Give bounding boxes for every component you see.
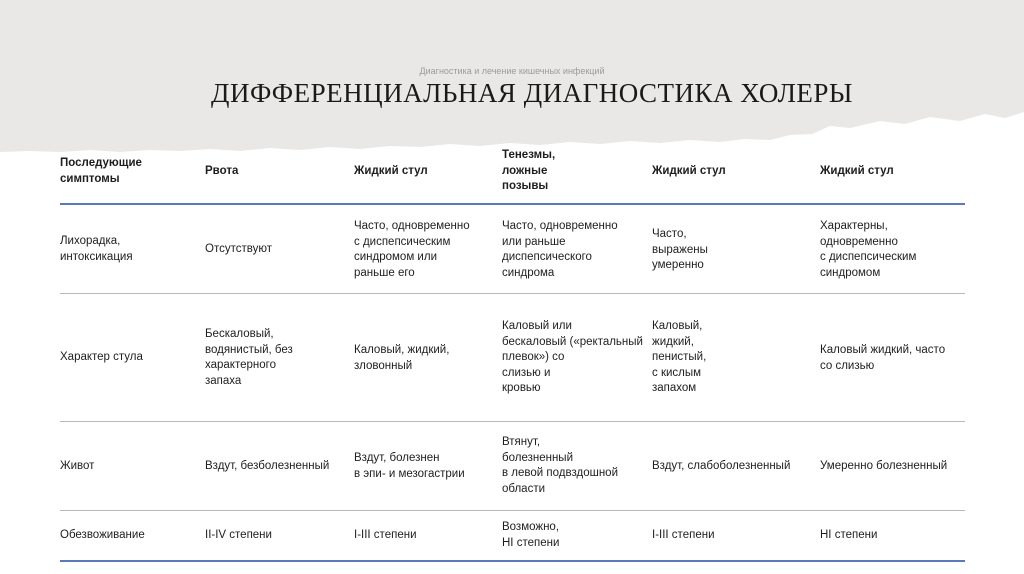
table-cell: Характерны, одновременно с диспепсическим синдромом xyxy=(820,220,917,279)
table-cell: I-III степени xyxy=(354,529,417,541)
row-divider xyxy=(60,510,965,511)
header-divider xyxy=(60,203,965,205)
column-header-tenesmus: Тенезмы, ложные позывы xyxy=(502,149,556,192)
column-header-vomiting: Рвота xyxy=(205,165,239,177)
column-header-stool-3: Жидкий стул xyxy=(820,165,894,177)
table-cell: Бескаловый, водянистый, без характерного запаха xyxy=(205,328,293,387)
table-cell: Вздут, слабоболезненный xyxy=(652,460,791,472)
table-cell: Вздут, безболезненный xyxy=(205,460,330,472)
table-cell: Втянут, болезненный в левой подвздошной области xyxy=(502,436,618,495)
table-cell: Обезвоживание xyxy=(60,529,145,541)
page-title: ДИФФЕРЕНЦИАЛЬНАЯ ДИАГНОСТИКА ХОЛЕРЫ xyxy=(211,78,853,108)
table-cell: HI степени xyxy=(820,529,878,541)
table-cell: Вздут, болезнен в эпи- и мезогастрии xyxy=(354,452,465,480)
table-cell: Характер стула xyxy=(60,351,143,363)
table-cell: Возможно, HI степени xyxy=(502,521,560,549)
table-cell: II-IV степени xyxy=(205,529,272,541)
table-cell: I-III степени xyxy=(652,529,715,541)
table-cell: Часто, одновременно с диспепсическим синдромом или раньше его xyxy=(354,220,470,279)
table-cell: Каловый жидкий, часто со слизью xyxy=(820,344,946,372)
row-divider xyxy=(60,293,965,294)
table-cell: Часто, одновременно или раньше диспепсического синдрома xyxy=(502,220,618,279)
row-divider xyxy=(60,421,965,422)
presentation-subtitle: Диагностика и лечение кишечных инфекций xyxy=(419,66,605,76)
table-cell: Каловый, жидкий, зловонный xyxy=(354,344,450,372)
table-bottom-border xyxy=(60,560,965,562)
table-cell: Отсутствуют xyxy=(205,243,272,255)
table-cell: Лихорадка, интоксикация xyxy=(60,235,133,263)
column-header-stool-2: Жидкий стул xyxy=(652,165,726,177)
table-cell: Каловый, жидкий, пенистый, с кислым запахом xyxy=(652,320,707,394)
column-header-symptoms: Последующие симптомы xyxy=(60,157,142,185)
table-cell: Умеренно болезненный xyxy=(820,460,948,472)
table-cell: Часто, выражены умеренно xyxy=(652,228,708,271)
column-header-stool-1: Жидкий стул xyxy=(354,165,428,177)
table-cell: Каловый или бескаловый («ректальный плевок») со слизью и кровью xyxy=(502,320,643,394)
table-cell: Живот xyxy=(60,460,95,472)
